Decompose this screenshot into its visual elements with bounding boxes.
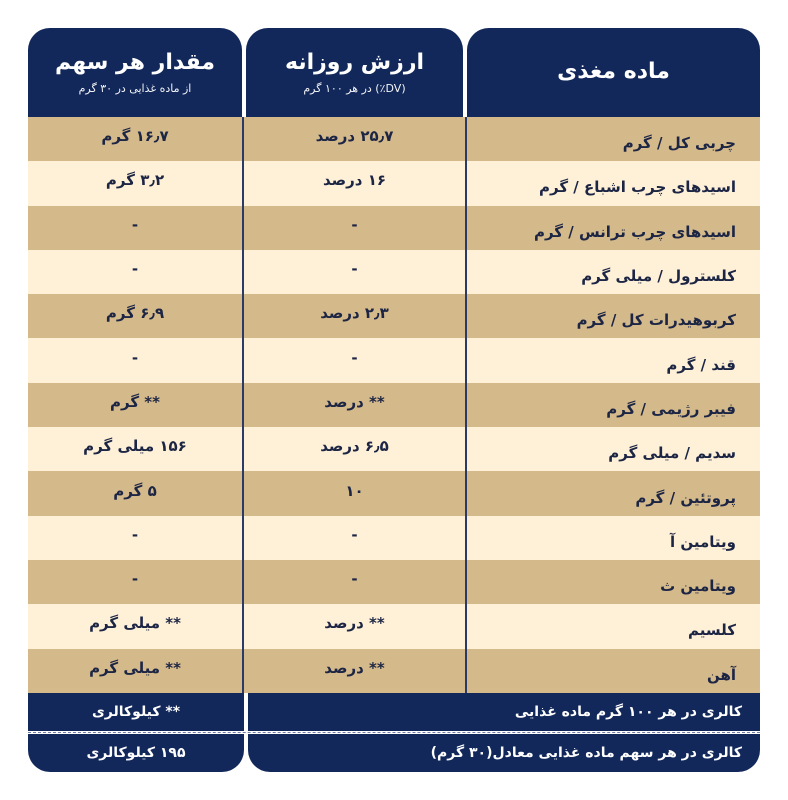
column-divider	[242, 649, 244, 693]
table-row	[28, 117, 760, 161]
table-row	[28, 161, 760, 205]
header-daily-value-sub: (DV٪) در هر ۱۰۰ گرم	[303, 82, 406, 96]
footer-row-per-100g	[28, 693, 760, 731]
column-divider	[242, 294, 244, 338]
column-divider	[242, 206, 244, 250]
column-divider	[465, 604, 467, 648]
column-divider	[242, 250, 244, 294]
footer-per-100g-label: کالری در هر ۱۰۰ گرم ماده غذایی	[248, 693, 760, 731]
table-row	[28, 560, 760, 604]
table-header	[28, 28, 760, 117]
header-serving-title: مقدار هر سهم	[54, 49, 216, 75]
serving-cell: -	[131, 525, 139, 544]
daily-value-cell: ۲٫۳ درصد	[320, 304, 389, 323]
column-divider	[242, 516, 244, 560]
table-row	[28, 427, 760, 471]
nutrient-cell: کربوهیدرات کل / گرم	[576, 311, 736, 330]
column-divider	[242, 383, 244, 427]
nutrient-cell: کلسترول / میلی گرم	[581, 267, 736, 286]
table-row	[28, 383, 760, 427]
daily-value-cell: ۶٫۵ درصد	[320, 437, 389, 456]
column-divider	[465, 250, 467, 294]
serving-cell: -	[131, 348, 139, 367]
column-divider	[465, 560, 467, 604]
column-divider	[465, 117, 467, 161]
column-divider	[242, 604, 244, 648]
nutrient-cell: کلسیم	[688, 621, 736, 640]
table-row	[28, 471, 760, 515]
table-body	[28, 117, 760, 693]
daily-value-cell: -	[351, 215, 358, 234]
table-row	[28, 250, 760, 294]
table-row	[28, 294, 760, 338]
column-divider	[242, 161, 244, 205]
nutrient-cell: چربی کل / گرم	[622, 134, 736, 153]
header-daily-value	[246, 28, 463, 117]
table-row	[28, 338, 760, 382]
footer-per-100g-value: ** کیلوکالری	[28, 693, 244, 731]
serving-cell: ۳٫۲ گرم	[105, 171, 165, 190]
column-divider	[465, 338, 467, 382]
daily-value-cell: -	[351, 570, 358, 589]
column-divider	[465, 206, 467, 250]
footer-per-serving-value: ۱۹۵ کیلوکالری	[28, 734, 244, 772]
header-daily-value-title: ارزش روزانه	[284, 49, 425, 75]
daily-value-cell: -	[351, 525, 358, 544]
header-nutrient	[467, 28, 760, 117]
nutrient-cell: اسیدهای چرب ترانس / گرم	[533, 222, 736, 241]
table-footer	[28, 693, 760, 772]
footer-per-serving-label: کالری در هر سهم ماده غذایی معادل(۳۰ گرم)	[248, 734, 760, 772]
nutrient-cell: پروتئین / گرم	[635, 488, 736, 507]
serving-cell: ۱۶٫۷ گرم	[101, 127, 169, 146]
column-divider	[242, 427, 244, 471]
table-row	[28, 604, 760, 648]
nutrient-cell: آهن	[706, 665, 736, 684]
nutrient-cell: اسیدهای چرب اشباع / گرم	[539, 178, 736, 197]
nutrition-table	[28, 28, 760, 772]
serving-cell: ** میلی گرم	[89, 614, 181, 633]
footer-row-per-serving	[28, 734, 760, 772]
column-divider	[242, 117, 244, 161]
nutrient-cell: فیبر رژیمی / گرم	[606, 399, 736, 418]
serving-cell: ۶٫۹ گرم	[105, 304, 165, 323]
column-divider	[465, 516, 467, 560]
nutrient-cell: ویتامین آ	[670, 532, 736, 551]
column-divider	[242, 471, 244, 515]
column-divider	[465, 427, 467, 471]
column-divider	[465, 649, 467, 693]
daily-value-cell: ** درصد	[324, 392, 385, 411]
daily-value-cell: ** درصد	[324, 658, 385, 677]
table-row	[28, 516, 760, 560]
serving-cell: ** میلی گرم	[89, 658, 181, 677]
header-nutrient-title: ماده مغذی	[557, 59, 670, 85]
daily-value-cell: -	[351, 348, 358, 367]
column-divider	[465, 161, 467, 205]
header-serving-sub: از ماده غذایی در ۳۰ گرم	[78, 82, 192, 96]
serving-cell: -	[131, 570, 139, 589]
header-serving	[28, 28, 242, 117]
serving-cell: -	[131, 260, 139, 279]
serving-cell: ۱۵۶ میلی گرم	[83, 437, 187, 456]
column-divider	[465, 294, 467, 338]
table-row	[28, 206, 760, 250]
daily-value-cell: ** درصد	[324, 614, 385, 633]
column-divider	[242, 560, 244, 604]
daily-value-cell: ۲۵٫۷ درصد	[315, 127, 394, 146]
nutrient-cell: ویتامین ث	[660, 577, 736, 596]
nutrient-cell: قند / گرم	[666, 355, 736, 374]
nutrient-cell: سدیم / میلی گرم	[608, 444, 736, 463]
table-row	[28, 649, 760, 693]
serving-cell: ۵ گرم	[113, 481, 157, 500]
column-divider	[465, 383, 467, 427]
footer-divider	[28, 732, 760, 733]
column-divider	[465, 471, 467, 515]
daily-value-cell: ۱۰	[345, 481, 364, 500]
daily-value-cell: ۱۶ درصد	[322, 171, 387, 190]
serving-cell: -	[131, 215, 139, 234]
column-divider	[242, 338, 244, 382]
serving-cell: ** گرم	[110, 392, 160, 411]
daily-value-cell: -	[351, 260, 358, 279]
